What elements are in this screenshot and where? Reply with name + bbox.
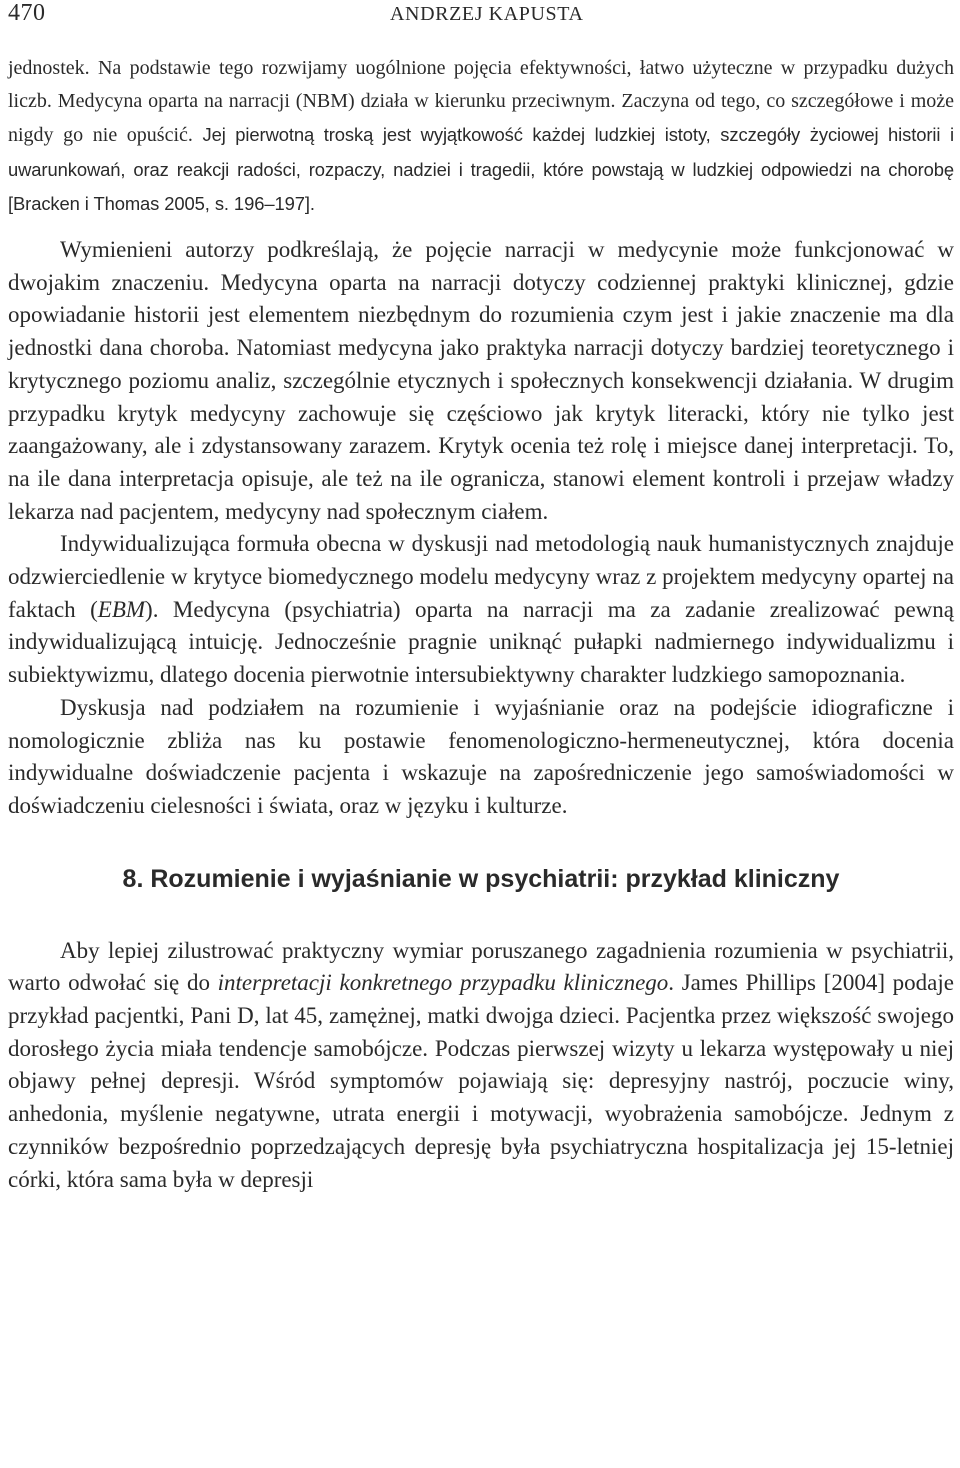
section-heading: 8. Rozumienie i wyjaśnianie w psychiatrii: przykład kliniczny <box>122 864 840 893</box>
paragraph-emphasis: interpretacji konkretnego przypadku klinicznego <box>217 970 669 996</box>
paragraph-narrative-meaning: Wymienieni autorzy podkreślają, że pojęcie narracji w medycynie może funkcjonować w dwojakim znaczeniu. Medycyna oparta na narracji dotyczy codziennej praktyki klinicznej, gdzie opowiadanie historii jest elementem niezbędnym do rozumienia czym jest i jakie znaczenie ma dla jednostki dana choroba. Natomiast medycyna jako praktyka narracji dotyczy bardziej teoretycznego i krytycznego poziomu analiz, szczególnie etycznych i społecznych konsekwencji działania. W drugim przypadku krytyk medycyny zachowuje się częściowo jak krytyk literacki, który nie tylko jest zaangażowany, ale i zdystansowany zarazem. Krytyk ocenia też rolę i miejsce danej interpretacji. To, na ile dana interpretacja opisuje, ale też na ile ogranicza, stanowi element kontroli i przejaw władzy lekarza nad pacjentem, medycyny nad społecznym ciałem. <box>8 237 954 524</box>
block-quote <box>8 52 954 221</box>
paragraph-individualizing-formula <box>8 528 954 692</box>
paragraph-emphasis: EBM <box>97 596 146 622</box>
quote-text-serif: jednostek. Na podstawie tego rozwijamy uogólnione pojęcia efektywności, łatwo użyteczne w przypadku dużych liczb. Medycyna oparta na narracji (NBM) działa w kierunku przeciwnym. Zaczyna od tego, co szczegółowe i może nigdy go nie opuścić. <box>8 57 954 147</box>
running-head-author: ANDRZEJ KAPUSTA <box>390 3 584 25</box>
paragraph-text: Indywidualizująca formuła obecna w dyskusji nad metodologią nauk humanistycznych znajduje odzwierciedlenie w krytyce biomedycznego modelu medycyny wraz z projektem medycyny opartej na faktach ( <box>8 531 954 622</box>
document-page <box>8 0 954 1196</box>
running-header <box>8 0 954 34</box>
page-number: 470 <box>8 0 46 26</box>
paragraph-clinical-example <box>8 935 954 1197</box>
quote-text-sans: Jej pierwotną troską jest wyjątkowość każdej ludzkiej istoty, szczegóły życiowej historii i uwarunkowań, oraz reakcji radości, rozpaczy, nadziei i tragedii, które powstają w ludzkiej odpowiedzi na chorobę [Bracken i Thomas 2005, s. 196–197]. <box>8 124 954 214</box>
paragraph-text: ). Medycyna (psychiatria) oparta na narracji ma za zadanie zrealizować pewną indywidualizującą intuicję. Jednocześnie pragnie uniknąć pułapki nadmiernego indywidualizmu i subiektywizmu, dlatego docenia pierwotnie intersubiektywny charakter ludzkiego samopoznania. <box>8 596 954 688</box>
paragraph-understanding-explanation: Dyskusja nad podziałem na rozumienie i wyjaśnianie oraz na podejście idiograficzne i nomologicznie zbliża nas ku postawie fenomenologiczno-hermeneutycznej, która docenia indywidualne doświadczenie pacjenta i wskazuje na zapośredniczenie jego samoświadomości w doświadczeniu cielesności i świata, oraz w języku i kulturze. <box>8 694 954 818</box>
paragraph-text: . James Phillips [2004] podaje przykład pacjentki, Pani D, lat 45, zamężnej, matki dwojga dzieci. Pacjentka przez większość swojego dorosłego życia miała tendencje samobójcze. Podczas pierwszej wizyty u lekarza występowały u niej objawy pełnej depresji. Wśród symptomów pojawiają się: depresyjny nastrój, poczucie winy, anhedonia, myślenie negatywne, utrata energii i motywacji, wyobrażenia samobójcze. Jednym z czynników bezpośrednio poprzedzających depresję była psychiatryczna hospitalizacja jej 15-letniej córki, która sama była w depresji <box>8 970 954 1192</box>
body-text <box>8 234 954 1196</box>
paragraph-text: Aby lepiej zilustrować praktyczny wymiar poruszanego zagadnienia rozumienia w psychiatrii, warto odwołać się do <box>8 937 954 996</box>
